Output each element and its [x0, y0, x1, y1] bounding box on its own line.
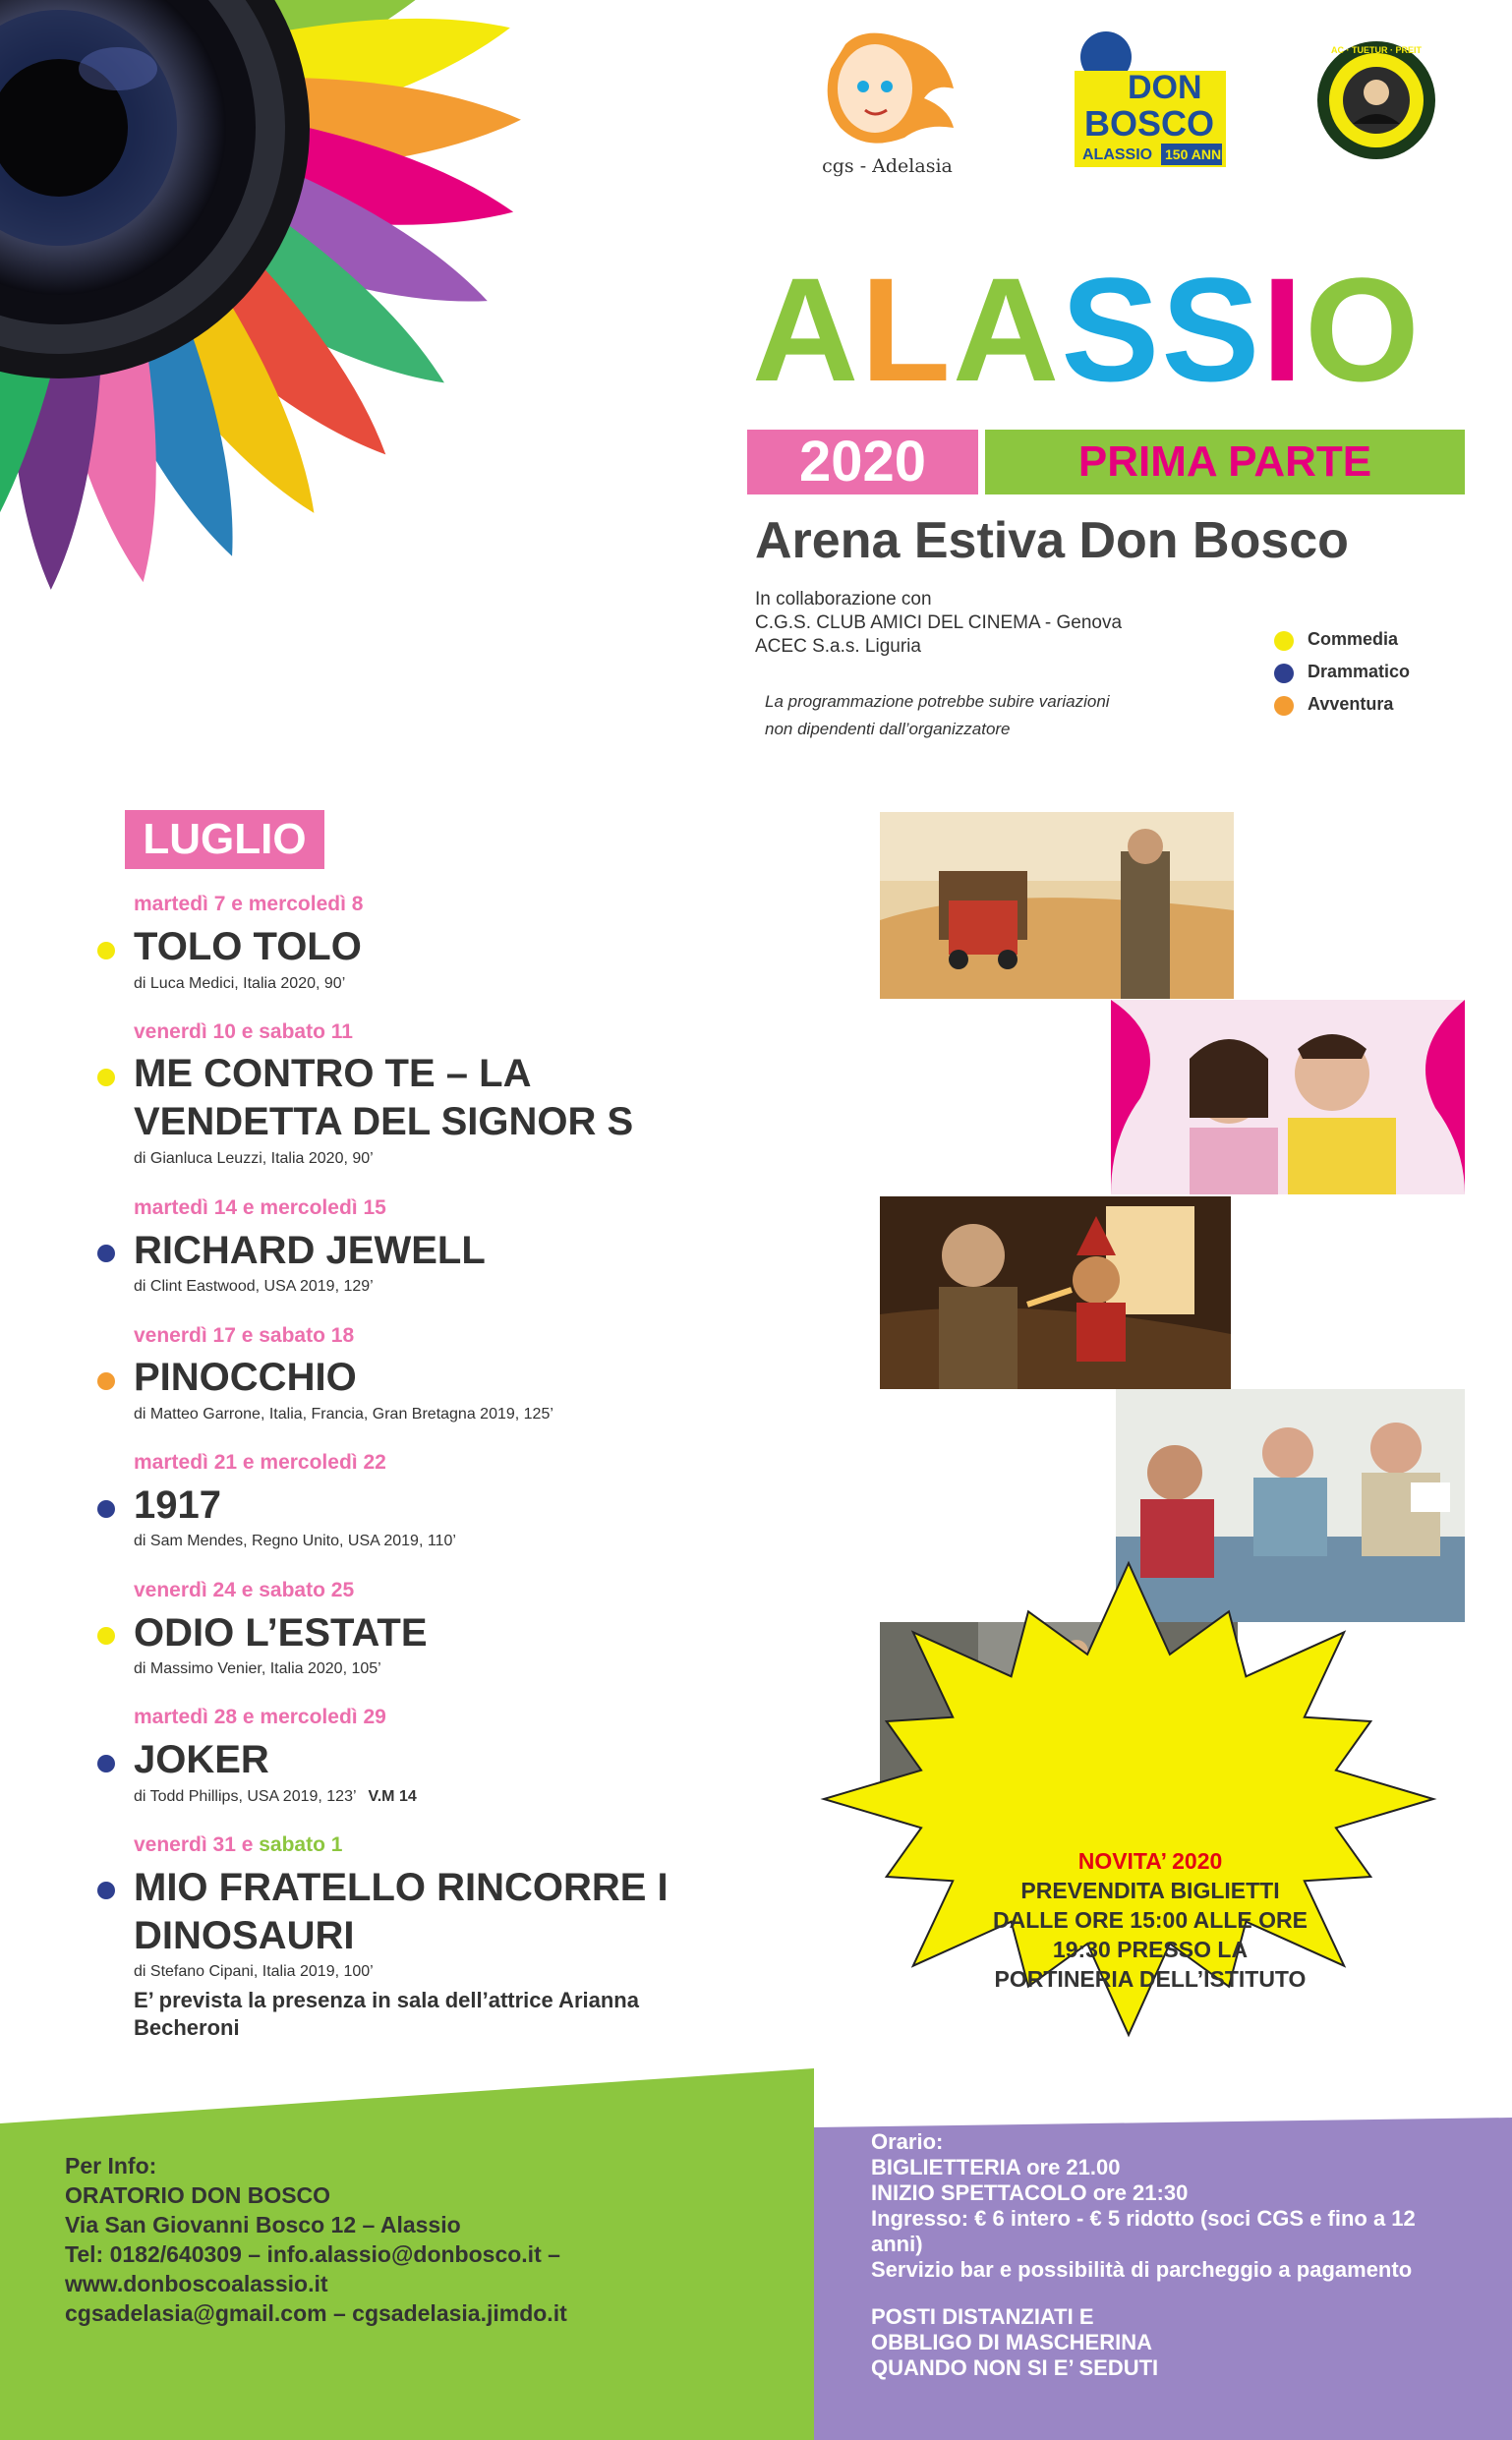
genre-dot-icon [97, 1755, 115, 1772]
film-still-me-contro-te [1111, 1000, 1465, 1194]
event-date: martedì 28 e mercoledì 29 [134, 1706, 386, 1728]
legend-dot-icon [1274, 664, 1294, 683]
event-date: martedì 7 e mercoledì 8 [134, 893, 364, 915]
event-date: venerdì 10 e sabato 11 [134, 1020, 353, 1043]
info-heading: Per Info: [65, 2153, 157, 2179]
info-org: ORATORIO DON BOSCO [65, 2182, 331, 2208]
event-credits-text: di Todd Phillips, USA 2019, 123’ [134, 1788, 357, 1805]
title-letter: S [1061, 247, 1162, 412]
title-letter: I [1261, 247, 1306, 412]
promo-line: 19:30 PRESSO LA [1052, 1937, 1249, 1962]
month-badge: LUGLIO [125, 810, 324, 869]
hours-rule: OBBLIGO DI MASCHERINA [871, 2330, 1152, 2354]
event-title: TOLO TOLO [134, 925, 362, 968]
event-credits [134, 1788, 417, 1806]
genre-dot-icon [97, 1372, 115, 1390]
part-badge: PRIMA PARTE [985, 430, 1465, 494]
promo-headline: NOVITA’ 2020 [1077, 1848, 1223, 1874]
hours-heading: Orario: [871, 2129, 944, 2154]
event-credits: di Matteo Garrone, Italia, Francia, Gran Bretagna 2019, 125’ [134, 1406, 553, 1423]
event-date-part: venerdì 31 e [134, 1833, 254, 1856]
event-date: martedì 14 e mercoledì 15 [134, 1196, 386, 1219]
info-contacts: Tel: 0182/640309 – info.alassio@donbosco.it – [65, 2241, 560, 2267]
info-website-link[interactable]: www.donboscoalassio.it [65, 2271, 328, 2296]
promo-line: DALLE ORE 15:00 ALLE ORE [993, 1907, 1308, 1933]
flower-lens-illustration [0, 0, 747, 747]
legend-dot-icon [1274, 631, 1294, 651]
collaboration-block [755, 588, 1122, 659]
genre-dot-icon [97, 942, 115, 959]
year-badge: 2020 [747, 430, 978, 494]
notice-line2: non dipendenti dall’organizzatore [765, 720, 1011, 738]
age-rating: V.M 14 [368, 1788, 417, 1805]
don-bosco-band: ALASSIO [1082, 146, 1153, 163]
event-note: E’ prevista la presenza in sala dell’attrice Arianna Becheroni [134, 1988, 639, 2040]
event-credits: di Clint Eastwood, USA 2019, 129’ [134, 1278, 374, 1295]
promo-line: PREVENDITA BIGLIETTI [1020, 1878, 1280, 1903]
hours-block [871, 2129, 1422, 2381]
genre-dot-icon [97, 1627, 115, 1645]
ac-seal-logo [1315, 39, 1438, 162]
title-letter: A [752, 247, 861, 412]
event-date: venerdì 24 e sabato 25 [134, 1579, 355, 1601]
don-bosco-line1: DON [1128, 69, 1202, 106]
title-letter: O [1305, 247, 1422, 412]
hours-rule: QUANDO NON SI E’ SEDUTI [871, 2355, 1159, 2380]
genre-dot-icon [97, 1500, 115, 1518]
don-bosco-line2: BOSCO [1084, 103, 1215, 144]
legend-item-drammatico [1274, 656, 1410, 688]
event-date [134, 1833, 342, 1857]
don-bosco-anniv: 150 ANNI [1165, 146, 1225, 162]
hours-spacer [871, 2283, 1422, 2304]
venue-name: Arena Estiva Don Bosco [755, 512, 1349, 569]
legend-label: Drammatico [1308, 662, 1411, 681]
notice-line1: La programmazione potrebbe subire variazioni [765, 692, 1110, 711]
hours-services: Servizio bar e possibilità di parcheggio a pagamento [871, 2257, 1413, 2282]
hours-ticket: BIGLIETTERIA ore 21.00 [871, 2155, 1121, 2179]
event-title: JOKER [134, 1738, 269, 1781]
collab-line1: C.G.S. CLUB AMICI DEL CINEMA - Genova [755, 612, 1123, 633]
don-bosco-logo [1067, 28, 1234, 170]
hours-rule: POSTI DISTANZIATI E [871, 2304, 1094, 2329]
event-date: venerdì 17 e sabato 18 [134, 1324, 355, 1347]
genre-dot-icon [97, 1882, 115, 1899]
hours-start: INIZIO SPETTACOLO ore 21:30 [871, 2180, 1189, 2205]
title-letter: L [860, 247, 953, 412]
legend-label: Avventura [1308, 694, 1394, 714]
event-credits: di Sam Mendes, Regno Unito, USA 2019, 110’ [134, 1533, 456, 1549]
event-title: 1917 [134, 1483, 221, 1527]
event-title: ME CONTRO TE – LA VENDETTA DEL SIGNOR S [134, 1052, 634, 1143]
genre-legend [1274, 623, 1410, 721]
genre-dot-icon [97, 1069, 115, 1086]
event-title: MIO FRATELLO RINCORRE I DINOSAURI [134, 1866, 669, 1957]
legend-item-commedia [1274, 623, 1410, 656]
collab-line2: ACEC S.a.s. Liguria [755, 636, 921, 657]
ac-seal-text: AC · TUETUR · PREIT [1331, 45, 1422, 55]
film-still-pinocchio [880, 1196, 1231, 1389]
collab-lead: In collaborazione con [755, 589, 932, 610]
event-title: PINOCCHIO [134, 1356, 357, 1399]
event-title: ODIO L’ESTATE [134, 1611, 428, 1655]
event-credits: di Massimo Venier, Italia 2020, 105’ [134, 1660, 381, 1677]
event-credits: di Stefano Cipani, Italia 2019, 100’ [134, 1963, 374, 1980]
cgs-adelasia-logo [806, 29, 968, 187]
legend-dot-icon [1274, 696, 1294, 716]
info-extra-links[interactable]: cgsadelasia@gmail.com – cgsadelasia.jimdo.it [65, 2300, 567, 2326]
film-still-tolo-tolo [880, 812, 1234, 999]
city-title [752, 247, 1422, 412]
event-credits: di Gianluca Leuzzi, Italia 2020, 90’ [134, 1150, 374, 1167]
legend-label: Commedia [1308, 629, 1399, 649]
info-address: Via San Giovanni Bosco 12 – Alassio [65, 2212, 461, 2237]
legend-item-avventura [1274, 688, 1410, 721]
event-title: RICHARD JEWELL [134, 1229, 486, 1272]
info-block [65, 2151, 567, 2328]
schedule-notice [765, 688, 1110, 743]
promo-line: PORTINERIA DELL’ISTITUTO [994, 1966, 1307, 1992]
genre-dot-icon [97, 1245, 115, 1262]
event-date: martedì 21 e mercoledì 22 [134, 1451, 386, 1474]
title-letter: A [952, 247, 1062, 412]
hours-price: Ingresso: € 6 intero - € 5 ridotto (soci CGS e fino a 12 anni) [871, 2206, 1416, 2256]
event-credits: di Luca Medici, Italia 2020, 90’ [134, 975, 346, 992]
event-date-part: sabato 1 [259, 1833, 343, 1856]
title-letter: S [1161, 247, 1262, 412]
cgs-caption: cgs - Adelasia [822, 155, 953, 177]
promo-text [919, 1846, 1381, 1994]
